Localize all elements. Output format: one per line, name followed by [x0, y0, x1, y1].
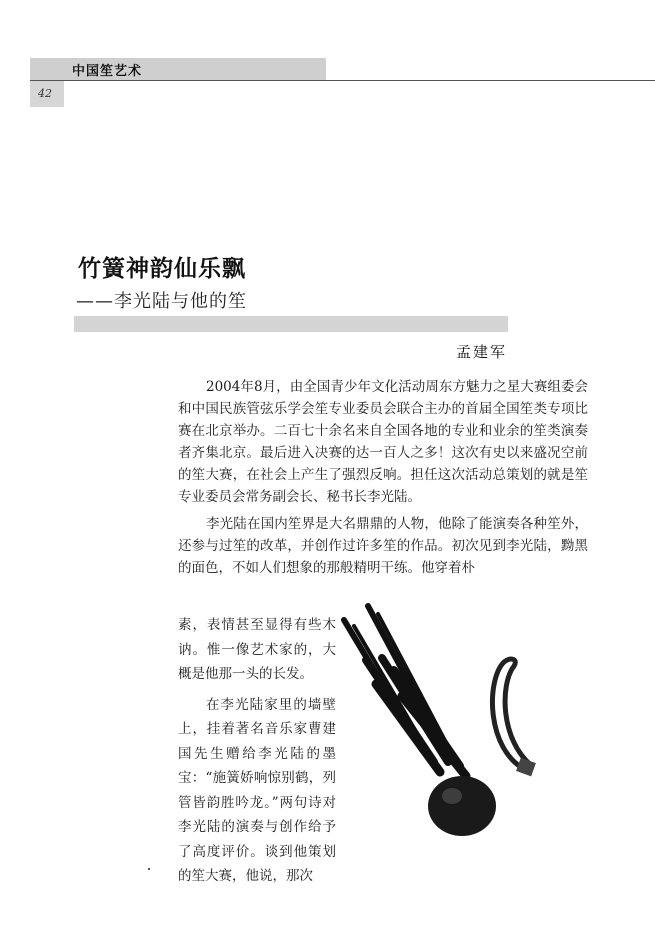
sheng-pipes [344, 606, 466, 776]
article-body-wrapped [178, 613, 336, 889]
paragraph-3: 在李光陆家里的墙壁上，挂着著名音乐家曹建国先生赠给李光陆的墨宝：“施簧娇响惊别鹤，列管皆韵胜吟龙。”两句诗对李光陆的演奏与创作给予了高度评价。谈到他策划的笙大赛，他说，那次 [178, 696, 336, 884]
article-body [178, 376, 588, 579]
title-band [74, 316, 508, 332]
paragraph-2-continued: 素，表情甚至显得有些木讷。惟一像艺术家的，大概是他那一头的长发。 [178, 617, 336, 682]
header-rule [30, 80, 655, 81]
page-number: 42 [38, 87, 52, 100]
print-speck [148, 868, 150, 870]
paragraph-1: 2004年8月，由全国青少年文化活动周东方魅力之星大赛组委会和中国民族管弦乐学会笙专业委员会联合主办的首届全国笙类专项比赛在北京举办。二百七十余名来自全国各地的专业和业余的笙类演奏者齐集北京。最后进入决赛的达一百人之多！这次有史以来盛况空前的笙大赛，在社会上产生了强烈反响。担任这次活动总策划的就是笙专业委员会常务副会长、秘书长李光陆。 [178, 379, 588, 505]
paragraph-2: 李光陆在国内笙界是大名鼎鼎的人物，他除了能演奏各种笙外，还参与过笙的改革，并创作过许多笙的作品。初次见到李光陆，黝黑的面色，不如人们想象的那般精明干练。他穿着朴 [178, 516, 588, 576]
article-subtitle: ——李光陆与他的笙 [76, 291, 247, 312]
author-name: 孟建军 [456, 343, 508, 361]
sheng-instrument-image [336, 600, 556, 850]
journal-title: 中国笙艺术 [72, 64, 143, 79]
sheng-band [516, 758, 536, 777]
sheng-bowl [428, 776, 496, 836]
article-title: 竹簧神韵仙乐飘 [78, 256, 246, 282]
sheng-mouthpiece [492, 659, 532, 770]
sheng-bowl-highlight [442, 788, 462, 804]
